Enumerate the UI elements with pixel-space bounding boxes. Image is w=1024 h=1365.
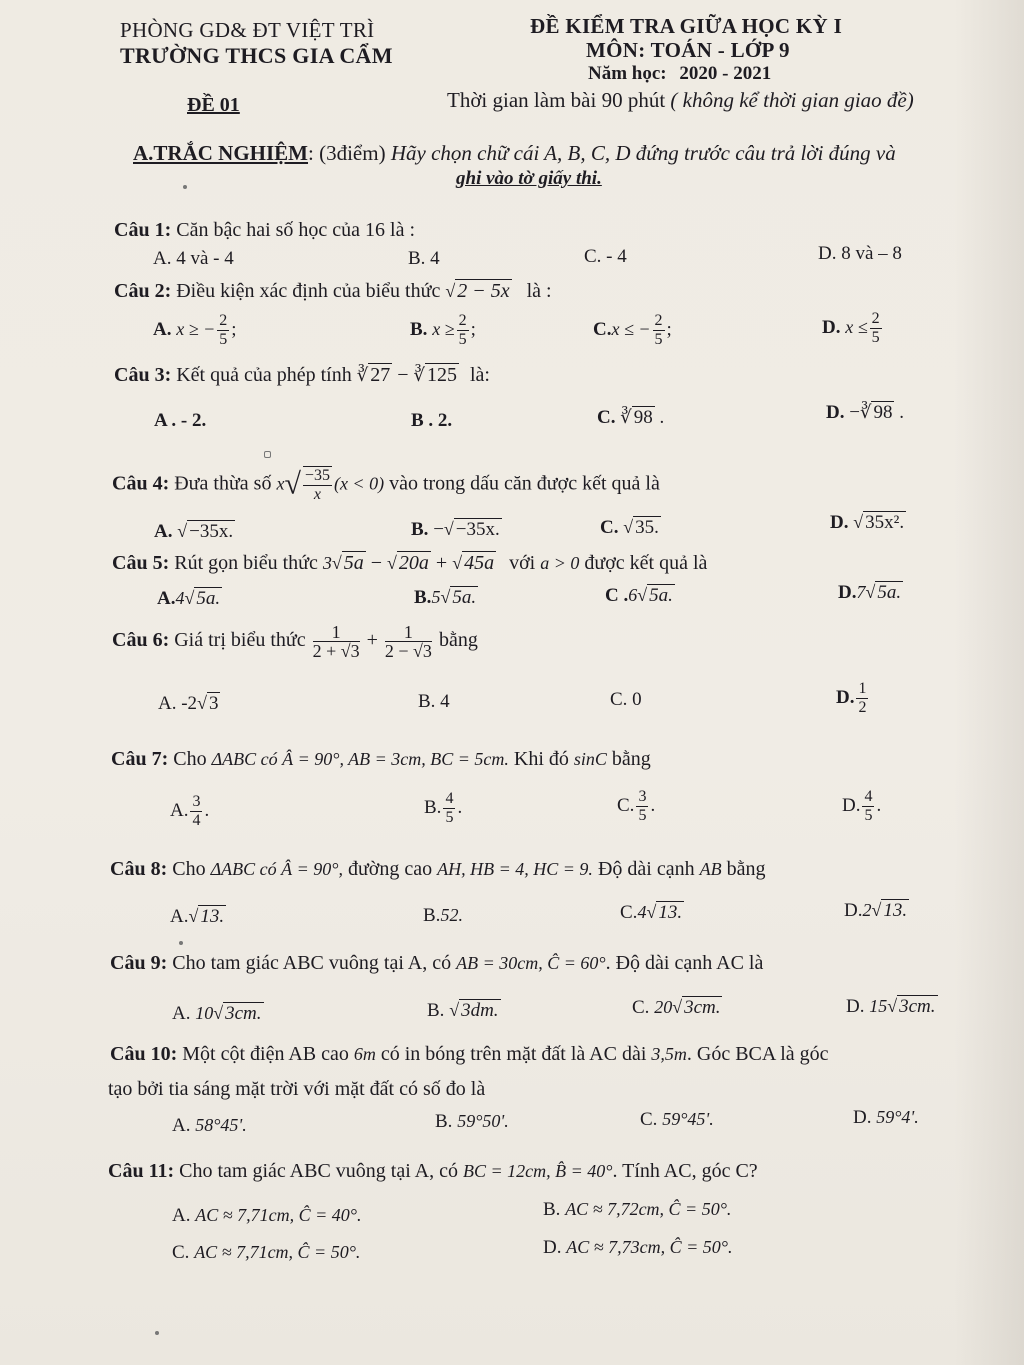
option-value: 3cm.	[225, 1003, 262, 1024]
question-4: Câu 4: Đưa thừa số x√ $\frac{-35}{x}$ (x < 0) vào trong dấu căn được kết quả là	[112, 467, 660, 503]
frac-num: 1	[858, 680, 867, 697]
question-text-mid: đường cao	[347, 858, 433, 880]
frac-num: 4	[445, 790, 454, 807]
option-letter: A.	[170, 799, 189, 821]
option-letter: B.	[435, 1111, 453, 1132]
q4-option-b: B. −√ −35x.	[411, 519, 500, 540]
option-letter: D.	[830, 512, 849, 533]
q8-option-b	[423, 905, 463, 927]
option-letter: B.	[543, 1199, 561, 1220]
question-text: Cho tam giác ABC vuông tại A, có	[179, 1160, 458, 1182]
q11-option-a	[172, 1205, 361, 1227]
option-letter: A.	[172, 1115, 191, 1136]
option-letter: C.	[620, 902, 638, 923]
q2-option-d	[822, 310, 884, 347]
q8-option-d: D.2√ 13.	[844, 900, 908, 921]
frac-2-den: 2 − √3	[384, 641, 432, 661]
option-letter: C.	[632, 997, 650, 1018]
option-value: 35x².	[865, 512, 905, 533]
frac-num: 2	[458, 312, 467, 329]
question-text-end: được kết quả là	[584, 552, 708, 574]
option-letter: D.	[853, 1107, 872, 1128]
option-value: AC ≈ 7,72cm, Ĉ = 50°.	[565, 1199, 732, 1219]
question-2: Câu 2: Điều kiện xác định của biểu thức √ 2 − 5x là :	[114, 280, 552, 302]
frac-den: 5	[219, 331, 228, 348]
option-value: AC ≈ 7,71cm, Ĉ = 40°.	[195, 1205, 362, 1225]
q4-option-c: C. √ 35.	[600, 517, 659, 538]
question-text-end: là:	[469, 364, 490, 386]
option-letter: A.	[154, 521, 173, 542]
option-value: 58°45'.	[195, 1115, 247, 1135]
option-coef: 15	[869, 996, 888, 1016]
q11-option-c	[172, 1242, 360, 1264]
q2-option-b	[410, 312, 476, 349]
question-text-after: Độ dài cạnh	[597, 858, 695, 880]
q11-option-b	[543, 1199, 731, 1221]
stray-mark	[155, 1331, 159, 1335]
question-10-line-2: tạo bởi tia sáng mặt trời với mặt đất có số đo là	[108, 1078, 486, 1100]
option-letter: B.	[411, 519, 429, 540]
frac-den: 5	[445, 809, 454, 826]
section-label: A.TRẮC NGHIỆM	[133, 141, 309, 165]
frac-den: 5	[654, 331, 663, 348]
option-letter: D.	[543, 1237, 562, 1258]
option-value: 59°45'.	[662, 1109, 714, 1129]
radicand-1: 5a	[343, 552, 364, 574]
shadow-value: 3,5m	[651, 1044, 687, 1064]
frac-1-num: 1	[313, 623, 360, 642]
option-value: 3cm.	[684, 997, 721, 1018]
frac-den: x	[313, 486, 321, 503]
option-value: 98	[633, 407, 653, 428]
school-year-value: 2020 - 2021	[679, 63, 772, 84]
question-number: Câu 7:	[111, 748, 169, 770]
frac-den: 5	[871, 329, 880, 346]
q6-option-b: B. 4	[418, 691, 450, 712]
option-value: 13.	[883, 900, 908, 921]
question-number: Câu 4:	[112, 472, 170, 495]
option-value: 35.	[635, 517, 659, 538]
q9-option-b: B. √ 3dm.	[427, 1000, 499, 1021]
option-letter: A.	[172, 1003, 191, 1024]
department-name: PHÒNG GD& ĐT VIỆT TRÌ	[120, 18, 375, 42]
option-value: AC ≈ 7,73cm, Ĉ = 50°.	[566, 1237, 733, 1257]
question-10	[110, 1043, 829, 1066]
height-value: 6m	[353, 1044, 376, 1064]
question-text: Cho tam giác ABC vuông tại A, có	[172, 952, 452, 974]
option-tail: ;	[470, 318, 476, 340]
radicand-2: 20a	[398, 552, 429, 574]
option-letter: B.	[424, 796, 442, 818]
q8-option-a: A.√ 13.	[170, 906, 225, 927]
q3-option-b: B . 2.	[411, 410, 453, 431]
question-text: Rút gọn biểu thức	[174, 552, 318, 574]
q9-option-c: C. 20√ 3cm.	[632, 997, 721, 1018]
question-number: Câu 11:	[108, 1160, 175, 1182]
option-coef: 2	[862, 900, 872, 920]
exam-subject: MÔN: TOÁN - LỚP 9	[586, 38, 790, 62]
question-number: Câu 9:	[110, 952, 168, 974]
question-number: Câu 10:	[110, 1043, 178, 1065]
option-value: 59°50'.	[457, 1111, 509, 1131]
q5-option-a: A.4√ 5a.	[157, 588, 221, 609]
frac-num: 4	[864, 788, 873, 805]
question-number: Câu 3:	[114, 364, 172, 386]
q10-option-d	[853, 1107, 919, 1129]
option-letter: B.	[427, 1000, 445, 1021]
frac-num: 2	[871, 310, 880, 327]
option-letter: C.	[172, 1242, 190, 1263]
question-text-end: là :	[526, 280, 552, 302]
question-math-end: sinC	[573, 749, 607, 769]
question-9	[110, 952, 763, 975]
frac-num: 2	[219, 312, 228, 329]
option-value: 13.	[200, 906, 225, 927]
frac-num: 2	[654, 312, 663, 329]
option-letter: A.	[172, 1205, 191, 1226]
q8-option-c: C.4√ 13.	[620, 902, 683, 923]
question-math-end: AB	[699, 859, 722, 879]
frac-2-num: 1	[385, 623, 432, 642]
option-letter: D.	[826, 402, 845, 423]
exam-code: ĐỀ 01	[187, 94, 240, 116]
question-text: Một cột điện AB cao	[182, 1043, 349, 1065]
frac-num: 3	[638, 788, 647, 805]
q5-option-c: C .6√ 5a.	[605, 585, 673, 606]
question-text-2: có in bóng trên mặt đất là AC dài	[380, 1043, 647, 1065]
frac-den: 5	[638, 807, 647, 824]
question-number: Câu 5:	[112, 552, 170, 574]
question-text-end: bằng	[726, 858, 766, 880]
option-coef: 10	[195, 1003, 214, 1023]
page-shadow	[954, 0, 1024, 1365]
question-11	[108, 1160, 758, 1183]
question-7	[111, 748, 651, 771]
q4-option-a: A. √ −35x.	[154, 521, 234, 542]
question-text: Cho	[173, 748, 207, 770]
condition: (x < 0)	[333, 473, 385, 494]
question-6: Câu 6: Giá trị biểu thức $\frac{1}{2 + √3}$ + $\frac{1}{2 - √3}$ bằng	[112, 622, 478, 661]
q9-option-d: D. 15√ 3cm.	[846, 996, 936, 1017]
q2-option-c	[593, 312, 672, 349]
section-instruction-1: Hãy chọn chữ cái A, B, C, D đứng trước câu trả lời đúng và	[390, 141, 896, 165]
question-text-end: bằng	[611, 748, 651, 770]
q5-option-d: D.7√ 5a.	[838, 582, 902, 603]
time-limit-main: Thời gian làm bài 90 phút	[447, 88, 666, 112]
option-letter: C.	[593, 318, 612, 340]
frac-num: −35	[304, 467, 330, 484]
q3-option-d: D. −∛ 98 .	[826, 402, 904, 423]
q1-option-c: C. - 4	[584, 246, 627, 267]
question-math: ΔABC có Â = 90°,	[210, 859, 343, 879]
option-tail: ;	[666, 318, 672, 340]
option-value: 3	[208, 693, 219, 714]
question-text: Kết quả của phép tính	[176, 364, 352, 386]
q10-option-c	[640, 1109, 714, 1131]
q10-option-a	[172, 1115, 247, 1137]
option-letter: D.	[822, 316, 841, 338]
q4-option-d: D. √ 35x².	[830, 512, 905, 533]
option-coef: 4	[175, 588, 185, 608]
option-lhs: x ≤	[845, 316, 868, 337]
option-letter: A.	[170, 906, 189, 927]
frac-den: 4	[192, 812, 201, 829]
question-math: ΔABC có Â = 90°, AB = 3cm, BC = 5cm.	[211, 749, 509, 769]
option-letter: B.	[414, 587, 432, 608]
radical-expression: 2 − 5x	[457, 280, 510, 302]
option-text: A. -2	[158, 693, 198, 714]
question-math-mid: AH, HB = 4, HC = 9.	[437, 859, 593, 879]
question-number: Câu 2:	[114, 280, 172, 302]
option-value: 59°4'.	[876, 1107, 919, 1127]
option-letter: A.	[153, 318, 172, 340]
cube-root-b: 125	[426, 364, 457, 386]
question-text-end: bằng	[438, 629, 478, 652]
question-text: Đưa thừa số	[174, 472, 272, 495]
option-letter: C.	[600, 517, 619, 538]
q6-option-a: A. -2√ 3	[158, 693, 219, 714]
section-instruction-2: ghi vào tờ giấy thi.	[456, 168, 602, 189]
stray-mark	[179, 941, 183, 945]
option-value: AC ≈ 7,71cm, Ĉ = 50°.	[194, 1242, 361, 1262]
q9-option-a: A. 10√ 3cm.	[172, 1003, 262, 1024]
school-name: TRƯỜNG THCS GIA CẨM	[120, 43, 393, 68]
q7-option-d: D. $\frac{4}{5}$ .	[842, 788, 882, 824]
condition: a > 0	[540, 553, 580, 573]
q7-option-b: B. $\frac{4}{5}$ .	[424, 790, 463, 826]
q1-option-b: B. 4	[408, 248, 440, 269]
option-value: 13.	[658, 902, 683, 923]
option-tail: ;	[231, 318, 237, 340]
option-letter: C.	[640, 1109, 658, 1130]
q3-option-c: C. ∛ 98 .	[597, 407, 665, 428]
question-text: Điều kiện xác định của biểu thức	[176, 280, 441, 302]
cube-root-a: 27	[370, 364, 391, 386]
frac-num: 3	[192, 793, 201, 810]
option-letter: D.	[842, 794, 861, 816]
question-math: AB = 30cm, Ĉ = 60°	[456, 953, 606, 973]
option-letter: D.	[836, 686, 855, 708]
option-letter: B.	[423, 905, 441, 926]
option-coef: 20	[654, 997, 673, 1017]
q1-option-d: D. 8 và – 8	[818, 243, 902, 264]
q6-option-d	[836, 680, 870, 717]
stray-mark	[183, 185, 187, 189]
option-letter: C.	[617, 794, 635, 816]
option-lhs: x ≥	[432, 318, 455, 339]
q3-option-a: A . - 2.	[154, 410, 207, 431]
option-letter: D.	[844, 900, 863, 921]
question-text-end: vào trong dấu căn được kết quả là	[389, 472, 660, 495]
question-text-mid: với	[509, 552, 536, 574]
coef: 3	[322, 553, 332, 573]
option-value: −35x.	[189, 521, 234, 542]
q10-option-b	[435, 1111, 509, 1133]
option-letter: B.	[410, 318, 428, 340]
school-year-label: Năm học:	[588, 63, 667, 84]
question-text-end: . Độ dài cạnh AC là	[605, 952, 764, 974]
option-value: 52.	[440, 905, 463, 925]
option-value: −35x.	[455, 519, 500, 540]
option-letter: A.	[157, 588, 176, 609]
question-number: Câu 8:	[110, 858, 168, 880]
option-letter: D.	[846, 996, 865, 1017]
option-coef: 5	[431, 587, 441, 607]
question-number: Câu 6:	[112, 629, 170, 652]
option-value: 3cm.	[899, 996, 936, 1017]
q1-option-a: A. 4 và - 4	[153, 248, 234, 269]
section-heading	[133, 141, 896, 166]
question-text-3: . Góc BCA là góc	[686, 1043, 829, 1065]
radicand-3: 45a	[464, 552, 495, 574]
frac-den: 5	[864, 807, 873, 824]
question-text-mid: Khi đó	[513, 748, 569, 770]
question-number: Câu 1:	[114, 219, 172, 241]
q6-option-c: C. 0	[610, 689, 642, 710]
question-3: Câu 3: Kết quả của phép tính ∛ 27 − ∛ 125 là:	[114, 364, 490, 386]
option-coef: 6	[628, 585, 638, 605]
question-text: Giá trị biểu thức	[174, 629, 306, 652]
exam-title: ĐỀ KIỂM TRA GIỮA HỌC KỲ I	[530, 14, 843, 38]
school-year	[588, 63, 771, 85]
time-limit-note: ( không kể thời gian giao đề)	[670, 88, 914, 112]
frac-1-den: 2 + √3	[312, 641, 360, 661]
option-coef: 4	[637, 902, 647, 922]
question-text: Căn bậc hai số học của 16 là :	[176, 219, 416, 241]
option-lhs: x ≤ −	[611, 318, 651, 339]
question-text: Cho	[172, 858, 206, 880]
option-letter: C .	[605, 585, 629, 606]
option-lhs: x ≥ −	[176, 318, 216, 339]
q5-option-b: B.5√ 5a.	[414, 587, 477, 608]
frac-den: 2	[858, 699, 867, 716]
option-value: 98	[873, 402, 893, 423]
frac-den: 5	[458, 331, 467, 348]
question-5: Câu 5: Rút gọn biểu thức 3√ 5a − √ 20a + √ 45a với a > 0 được kết quả là	[112, 552, 708, 574]
q11-option-d	[543, 1237, 732, 1259]
stray-mark	[264, 451, 271, 458]
question-8	[110, 858, 765, 881]
question-text-end: . Tính AC, góc C?	[612, 1160, 758, 1182]
q7-option-a: A. $\frac{3}{4}$ .	[170, 793, 210, 829]
time-limit	[447, 88, 914, 113]
section-points: : (3điểm)	[308, 141, 386, 165]
option-coef: 7	[856, 582, 866, 602]
option-letter: D.	[838, 582, 857, 603]
option-letter: C.	[597, 407, 616, 428]
question-1	[114, 219, 415, 242]
option-value: 3dm.	[461, 1000, 499, 1021]
q2-option-a	[153, 312, 237, 349]
question-math: BC = 12cm, B̂ = 40°	[463, 1161, 613, 1181]
q7-option-c: C. $\frac{3}{5}$ .	[617, 788, 656, 824]
